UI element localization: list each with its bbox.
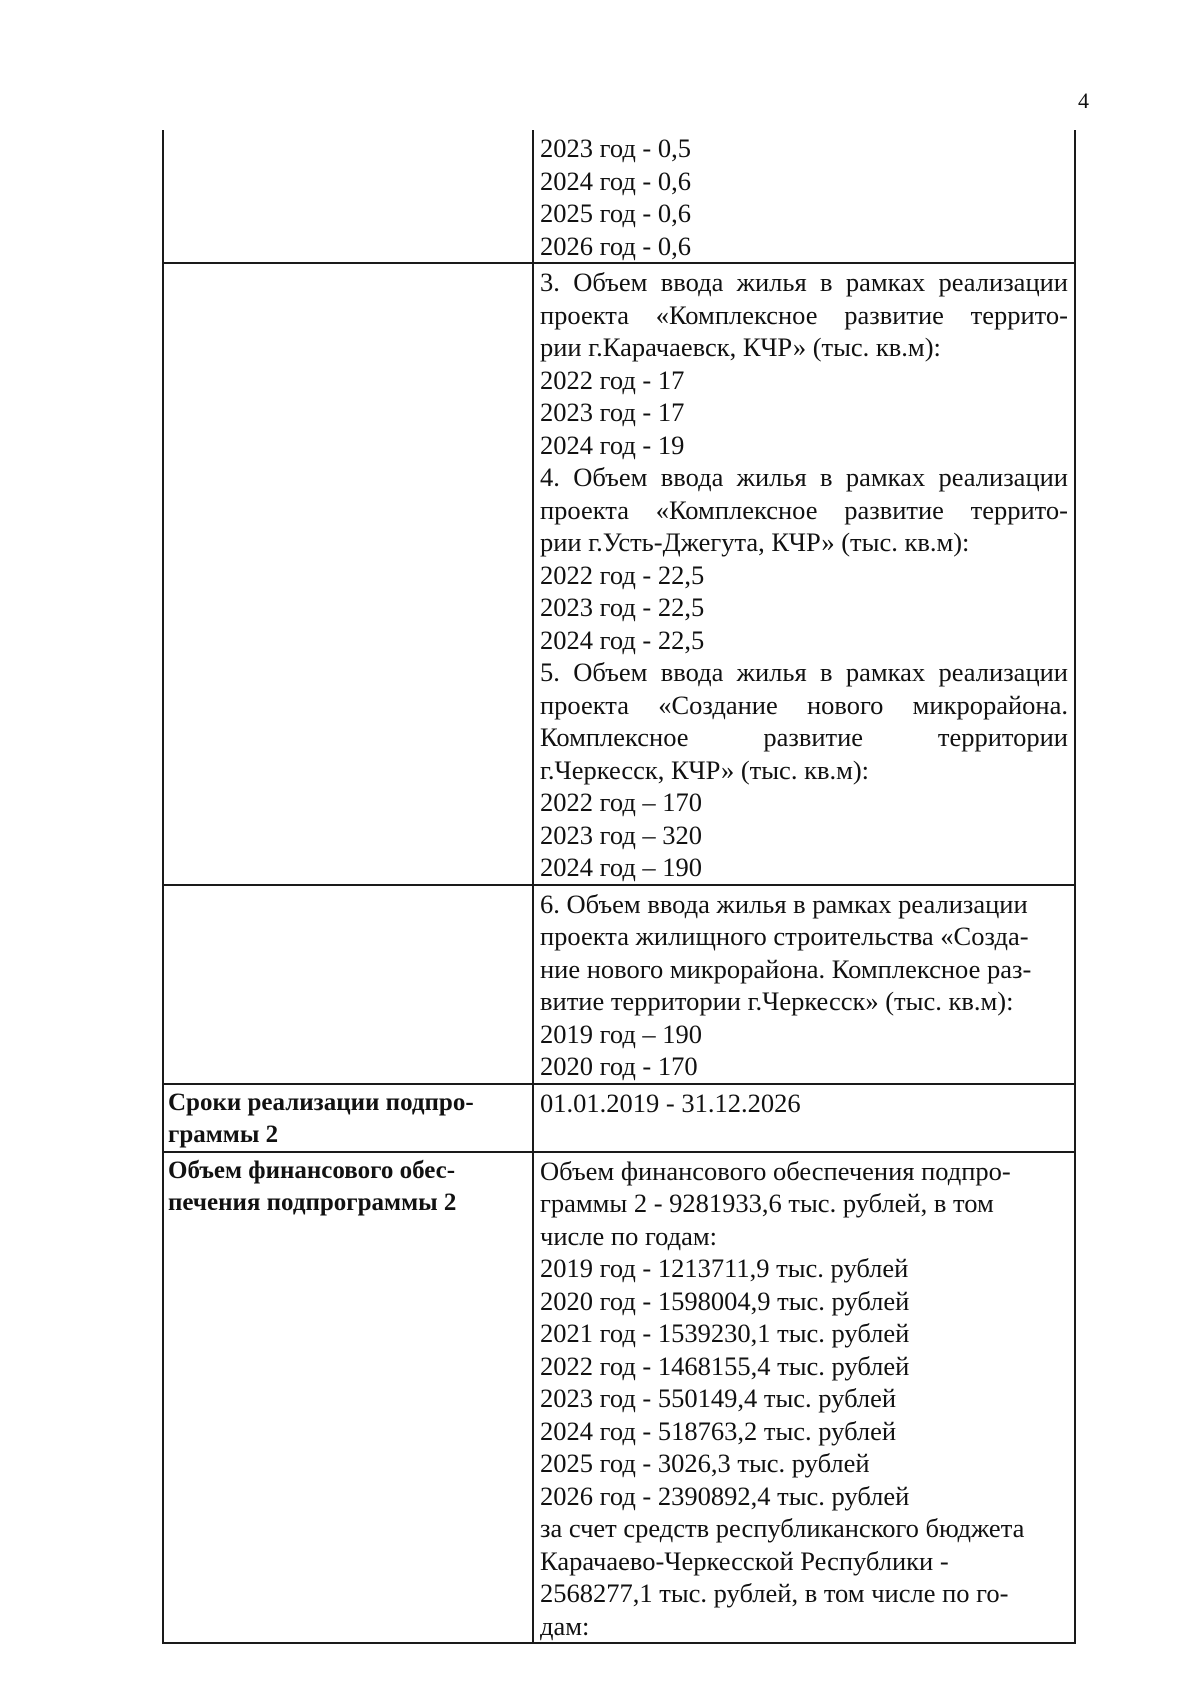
row-value-line: дам:	[540, 1610, 590, 1641]
row-value-cell	[533, 1084, 1075, 1152]
row-value-line: 2025 год - 3026,3 тыс. рублей	[540, 1448, 870, 1478]
row-value-line: 2023 год - 17	[540, 397, 685, 427]
row-value-line: рии г.Усть-Джегута, КЧР» (тыс. кв.м):	[540, 527, 970, 557]
row-value-line: 4. Объем ввода жилья в рамках реализации	[540, 462, 1068, 492]
row-value-line: 2024 год - 518763,2 тыс. рублей	[540, 1415, 897, 1446]
row-value-line: 2024 год - 0,6	[540, 165, 692, 196]
row-value-line: 2024 год - 22,5	[540, 624, 705, 655]
row-value-line: 2023 год - 0,5	[540, 133, 692, 163]
row-value-line: 2023 год - 550149,4 тыс. рублей	[540, 1383, 897, 1413]
row-value-line: 5. Объем ввода жилья в рамках реализации	[540, 657, 1068, 687]
row-label-cell	[163, 263, 533, 885]
row-value-line: 2019 год – 190	[540, 1018, 703, 1049]
row-label-cell	[163, 1152, 533, 1644]
row-value-line: 2568277,1 тыс. рублей, в том числе по го-	[540, 1578, 1009, 1608]
row-value-line: 2023 год – 320	[540, 819, 703, 850]
row-label-line: Объем финансового обес-	[168, 1156, 456, 1184]
subprogram-passport-table	[162, 130, 1076, 1644]
row-value-line: Комплексное развитие территории	[540, 722, 1068, 752]
row-value-line: 2026 год - 2390892,4 тыс. рублей	[540, 1480, 910, 1511]
row-value-line: числе по годам:	[540, 1220, 718, 1251]
row-value-line: проекта жилищного строительства «Созда-	[540, 921, 1029, 951]
row-value-line: 2022 год - 22,5	[540, 559, 705, 590]
row-value-cell	[533, 885, 1075, 1084]
row-value-line: 2019 год - 1213711,9 тыс. рублей	[540, 1253, 909, 1283]
table-row	[163, 885, 1075, 1084]
row-value-line: Объем финансового обеспечения подпро-	[540, 1155, 1011, 1186]
row-label-line: печения подпрограммы 2	[168, 1188, 457, 1216]
row-value-line: 2020 год - 170	[540, 1051, 698, 1081]
row-value-cell	[533, 1152, 1075, 1644]
row-value-line: за счет средств республиканского бюджета	[540, 1513, 1025, 1543]
row-value-line: проекта «Комплексное развитие террито-	[540, 299, 1068, 330]
row-value-line: 2020 год - 1598004,9 тыс. рублей	[540, 1285, 910, 1316]
row-label-cell	[163, 885, 533, 1084]
row-value-line: рии г.Карачаевск, КЧР» (тыс. кв.м):	[540, 332, 941, 362]
row-label-cell	[163, 1084, 533, 1152]
row-value-line: 2022 год - 17	[540, 364, 685, 395]
row-value-line: 2025 год - 0,6	[540, 198, 692, 228]
row-value-cell	[533, 263, 1075, 885]
row-label-cell	[163, 130, 533, 263]
row-value-line: витие территории г.Черкесск» (тыс. кв.м):	[540, 986, 1014, 1016]
table-row	[163, 1084, 1075, 1152]
table-row	[163, 1152, 1075, 1644]
row-value-line: проекта «Комплексное развитие террито-	[540, 494, 1068, 525]
table-row	[163, 130, 1075, 263]
row-value-line: 01.01.2019 - 31.12.2026	[540, 1087, 801, 1118]
row-value-line: 2022 год – 170	[540, 787, 703, 817]
row-value-cell	[533, 130, 1075, 263]
row-value-line: 2021 год - 1539230,1 тыс. рублей	[540, 1318, 910, 1348]
row-value-line: ние нового микрорайона. Комплексное раз-	[540, 953, 1032, 984]
row-value-line: 2024 год – 190	[540, 852, 703, 882]
row-value-line: 3. Объем ввода жилья в рамках реализации	[540, 267, 1068, 297]
row-value-line: проекта «Создание нового микрорайона.	[540, 689, 1068, 720]
table-row	[163, 263, 1075, 885]
row-value-line: 2022 год - 1468155,4 тыс. рублей	[540, 1350, 910, 1381]
page-number: 4	[1078, 88, 1089, 113]
row-value-line: граммы 2 - 9281933,6 тыс. рублей, в том	[540, 1188, 994, 1218]
row-value-line: 2026 год - 0,6	[540, 230, 692, 261]
row-value-line: 2023 год - 22,5	[540, 592, 705, 622]
row-value-line: Карачаево-Черкесской Республики -	[540, 1545, 949, 1576]
row-label-line: Сроки реализации подпро-	[168, 1088, 474, 1116]
row-value-line: г.Черкесск, КЧР» (тыс. кв.м):	[540, 754, 870, 785]
row-value-line: 6. Объем ввода жилья в рамках реализации	[540, 888, 1028, 919]
row-value-line: 2024 год - 19	[540, 429, 685, 460]
row-label-line: граммы 2	[168, 1120, 279, 1148]
